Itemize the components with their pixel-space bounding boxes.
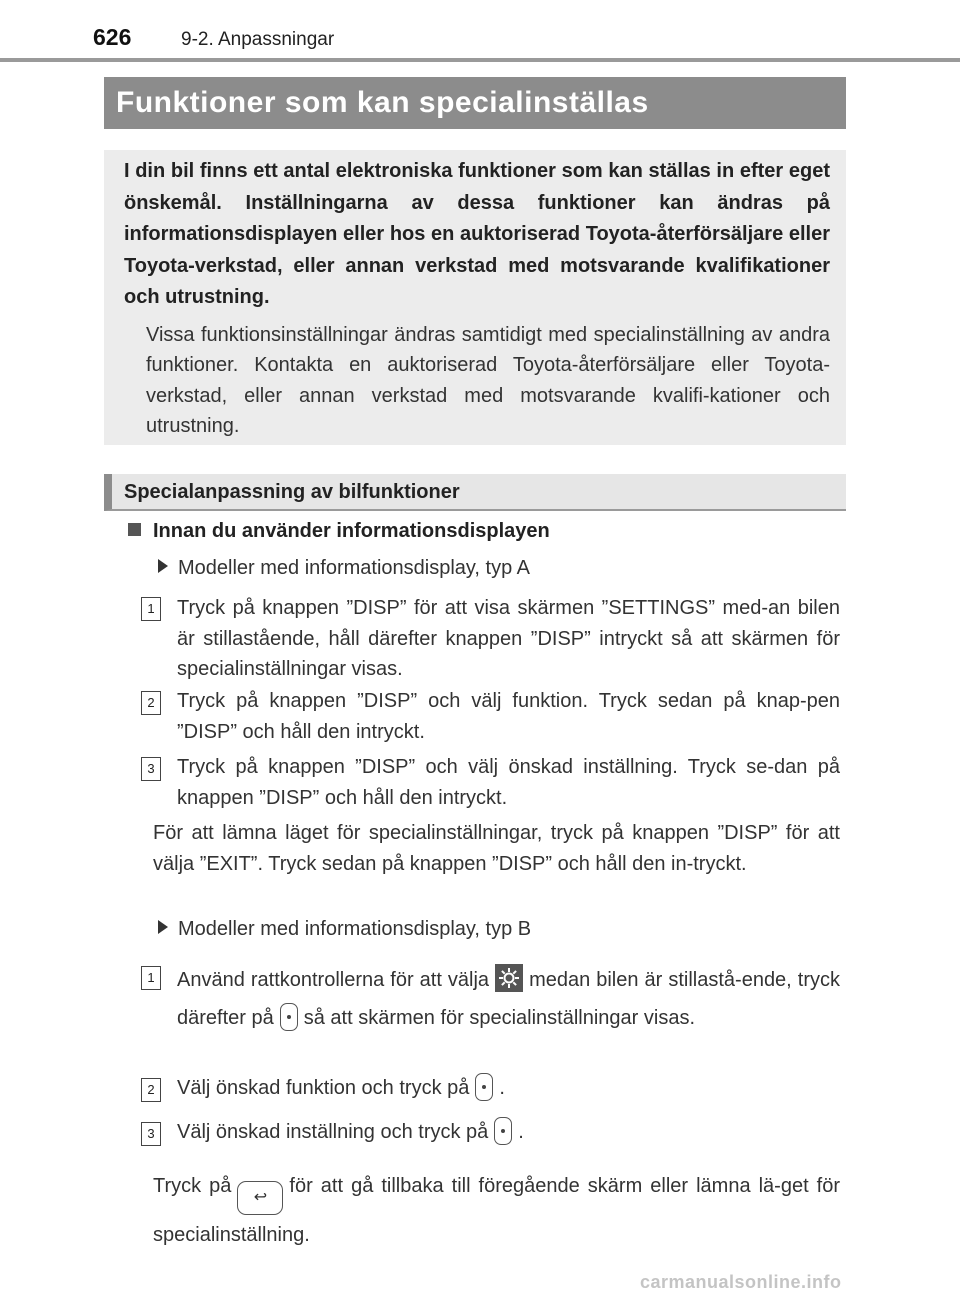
step-b1-part3: så att skärmen för specialinställningar visas. <box>303 1007 696 1029</box>
step-b1-part1: Använd rattkontrollerna för att välja <box>177 969 490 991</box>
square-bullet-icon <box>128 523 141 536</box>
ok-button-icon <box>494 1117 512 1145</box>
type-b-label <box>158 918 531 941</box>
intro-text: I din bil finns ett antal elektroniska funktioner som kan ställas in efter eget önskemål. Inställningarna av dessa funktioner kan ändras på informationsdisplayen eller hos en auktoriserad Toyota-återförsäljare eller Toyota-verkstad, eller annan verkstad med motsvarande kvalifikationer och utrustning. <box>124 160 830 308</box>
step-number-b3: 3 <box>141 1122 161 1146</box>
ok-button-icon <box>280 1003 298 1031</box>
subheading-text: Innan du använder informationsdisplayen <box>153 520 550 542</box>
step-b3-end: . <box>518 1121 524 1143</box>
intro-box <box>104 150 846 445</box>
watermark: carmanualsonline.info <box>640 1272 842 1292</box>
triangle-bullet-icon <box>158 920 168 934</box>
page-title: Funktioner som kan specialinställas <box>104 77 846 129</box>
back-part1: Tryck på <box>153 1175 232 1197</box>
step-number-a3: 3 <box>141 757 161 781</box>
step-text-a3: Tryck på knappen ”DISP” och välj önskad inställning. Tryck se-dan på knappen ”DISP” och håll den intryckt. <box>177 756 840 809</box>
step-text-b2 <box>177 1073 840 1104</box>
step-number-b1: 1 <box>141 966 161 990</box>
exit-instructions: För att lämna läget för specialinställningar, tryck på knappen ”DISP” för att välja ”EXIT”. Tryck sedan på knappen ”DISP” och håll den in-tryckt. <box>153 822 840 875</box>
triangle-bullet-icon <box>158 559 168 573</box>
type-a-label <box>158 557 530 580</box>
back-part2: för att gå tillbaka till föregående skärm eller lämna lä-get för specialinställning. <box>153 1175 841 1246</box>
step-text-a1: Tryck på knappen ”DISP” för att visa skärmen ”SETTINGS” med-an bilen är stillastående, håll därefter knappen ”DISP” intryckt så att skärmen för specialinställningar visas. <box>177 597 840 680</box>
step-number-b2: 2 <box>141 1078 161 1102</box>
step-number-a1: 1 <box>141 597 161 621</box>
type-b-label-text: Modeller med informationsdisplay, typ B <box>178 918 532 940</box>
header-divider <box>0 58 960 62</box>
section-heading: Specialanpassning av bilfunktioner <box>104 474 846 511</box>
ok-button-icon <box>475 1073 493 1101</box>
step-b2-end: . <box>499 1077 505 1099</box>
intro-note: Vissa funktionsinställningar ändras samtidigt med specialinställning av andra funktioner. Kontakta en auktoriserad Toyota-återförsäljare eller Toyota-verkstad, eller annan verkstad med motsvarande kvalifi-kationer och utrustning. <box>146 323 830 437</box>
step-text-b1 <box>177 961 840 1037</box>
step-b1-part2: medan bilen är stillastå-ende, tryck därefter på <box>177 969 840 1029</box>
chapter-title: 9-2. Anpassningar <box>181 29 335 50</box>
step-b3-text: Välj önskad inställning och tryck på <box>177 1121 489 1143</box>
step-text-b3 <box>177 1117 840 1148</box>
step-number-a2: 2 <box>141 691 161 715</box>
back-instructions <box>153 1166 840 1255</box>
step-b2-text: Välj önskad funktion och tryck på <box>177 1077 470 1099</box>
gear-icon <box>495 964 523 992</box>
page-number: 626 <box>93 24 132 50</box>
step-text-a2: Tryck på knappen ”DISP” och välj funktion. Tryck sedan på knap-pen ”DISP” och håll den intryckt. <box>177 690 840 743</box>
type-a-label-text: Modeller med informationsdisplay, typ A <box>178 557 531 579</box>
back-button-icon: ↩ <box>237 1181 283 1215</box>
subheading <box>128 520 550 543</box>
